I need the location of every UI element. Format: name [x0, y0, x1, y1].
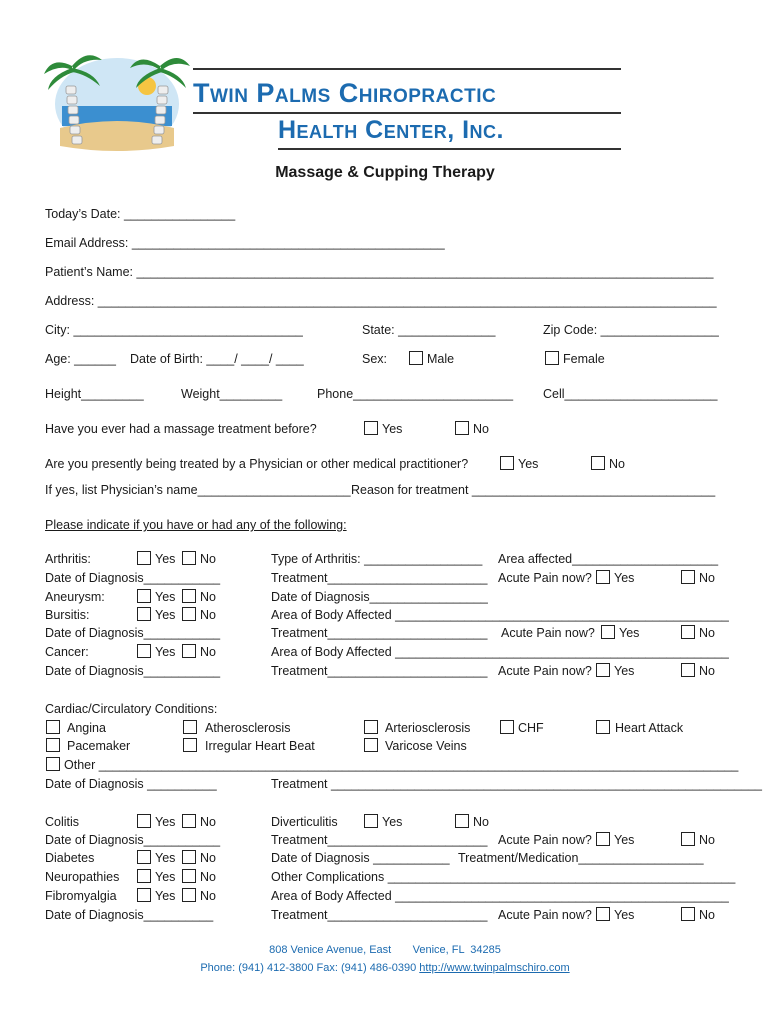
atherosclerosis-label: Atherosclerosis [205, 721, 291, 735]
acute-pain-label: Acute Pain now? [498, 908, 592, 922]
angina-checkbox[interactable] [46, 720, 60, 734]
patient-name-field[interactable]: Patient’s Name: ___________________________________________________________________________________ [45, 265, 714, 279]
acute-pain-yes-checkbox[interactable] [596, 832, 610, 846]
area-of-body-field[interactable]: Area of Body Affected ________________________________________________ [271, 645, 729, 659]
yes-label: Yes [614, 571, 635, 585]
diverticulitis-no-checkbox[interactable] [455, 814, 469, 828]
yes-label: Yes [155, 815, 176, 829]
area-of-body-field[interactable]: Area of Body Affected ________________________________________________ [271, 608, 729, 622]
fibromyalgia-label: Fibromyalgia [45, 889, 117, 903]
physician-no-checkbox[interactable] [591, 456, 605, 470]
no-label: No [200, 870, 216, 884]
male-label: Male [427, 352, 455, 366]
email-field[interactable]: Email Address: _____________________________________________ [45, 236, 445, 250]
date-of-diagnosis-field[interactable]: Date of Diagnosis___________ [45, 833, 221, 847]
arthritis-label: Arthritis: [45, 552, 91, 566]
area-of-body-field[interactable]: Area of Body Affected ________________________________________________ [271, 889, 729, 903]
chf-checkbox[interactable] [500, 720, 514, 734]
yes-label: Yes [155, 590, 176, 604]
other-checkbox[interactable] [46, 757, 60, 771]
physician-question: Are you presently being treated by a Physician or other medical practitioner? [45, 457, 469, 471]
other-field[interactable]: Other ____________________________________________________________________________________________ [64, 758, 739, 772]
address-field[interactable]: Address: _________________________________________________________________________________________ [45, 294, 717, 308]
no-label: No [200, 590, 216, 604]
footer-address: 808 Venice Avenue, East Venice, FL 34285 [269, 944, 501, 956]
acute-pain-no-checkbox[interactable] [681, 625, 695, 639]
brand-name: Twin Palms Chiropractic [193, 78, 497, 108]
female-label: Female [563, 352, 605, 366]
age-field[interactable]: Age: ______ [45, 352, 116, 366]
yes-label: Yes [619, 626, 640, 640]
dob-field[interactable]: Date of Birth: ____/ ____/ ____ [130, 352, 304, 366]
varicose-veins-checkbox[interactable] [364, 738, 378, 752]
no-label: No [200, 851, 216, 865]
brand-rule-top [193, 68, 621, 70]
brand-subtitle: Health Center, Inc. [278, 116, 504, 144]
cancer-label: Cancer: [45, 645, 89, 659]
form-title: Massage & Cupping Therapy [275, 164, 495, 181]
treatment-field[interactable]: Treatment_______________________ [271, 664, 488, 678]
acute-pain-yes-checkbox[interactable] [596, 907, 610, 921]
state-field[interactable]: State: ______________ [362, 323, 496, 337]
sex-label: Sex: [362, 352, 388, 366]
colitis-no-checkbox[interactable] [182, 814, 196, 828]
logo [42, 46, 192, 156]
acute-pain-yes-checkbox[interactable] [596, 663, 610, 677]
other-complications-field[interactable]: Other Complications __________________________________________________ [271, 870, 736, 884]
yes-label: Yes [155, 608, 176, 622]
treatment-medication-field[interactable]: Treatment/Medication__________________ [458, 851, 704, 865]
neuropathies-yes-checkbox[interactable] [137, 869, 151, 883]
colitis-label: Colitis [45, 815, 80, 829]
aneurysm-no-checkbox[interactable] [182, 589, 196, 603]
footer-phone-fax: Phone: (941) 412-3800 Fax: (941) 486-0390 [200, 962, 417, 974]
treatment-field[interactable]: Treatment ______________________________________________________________ [271, 777, 762, 791]
date-of-diagnosis-field[interactable]: Date of Diagnosis___________ [45, 664, 221, 678]
brand-rule-bottom [278, 148, 621, 150]
no-label: No [473, 815, 489, 829]
colitis-yes-checkbox[interactable] [137, 814, 151, 828]
massage-before-no-checkbox[interactable] [455, 421, 469, 435]
date-of-diagnosis-field[interactable]: Date of Diagnosis ___________ [271, 851, 450, 865]
reason-field[interactable]: Reason for treatment ___________________________________ [351, 483, 716, 497]
weight-field[interactable]: Weight_________ [181, 387, 283, 401]
treatment-field[interactable]: Treatment_______________________ [271, 908, 488, 922]
zip-field[interactable]: Zip Code: _________________ [543, 323, 719, 337]
cell-field[interactable]: Cell______________________ [543, 387, 718, 401]
date-of-diagnosis-field[interactable]: Date of Diagnosis __________ [45, 777, 217, 791]
acute-pain-label: Acute Pain now? [498, 664, 592, 678]
treatment-field[interactable]: Treatment_______________________ [271, 571, 488, 585]
footer-contact [0, 962, 770, 974]
arteriosclerosis-checkbox[interactable] [364, 720, 378, 734]
male-checkbox[interactable] [409, 351, 423, 365]
physician-yes-checkbox[interactable] [500, 456, 514, 470]
no-label: No [200, 552, 216, 566]
no-label: No [699, 664, 715, 678]
acute-pain-no-checkbox[interactable] [681, 832, 695, 846]
female-checkbox[interactable] [545, 351, 559, 365]
no-label: No [699, 833, 715, 847]
heart-attack-checkbox[interactable] [596, 720, 610, 734]
no-label: No [200, 889, 216, 903]
neuropathies-no-checkbox[interactable] [182, 869, 196, 883]
yes-label: Yes [155, 645, 176, 659]
acute-pain-label: Acute Pain now? [498, 833, 592, 847]
arthritis-no-checkbox[interactable] [182, 551, 196, 565]
no-label: No [699, 626, 715, 640]
aneurysm-yes-checkbox[interactable] [137, 589, 151, 603]
massage-before-yes-checkbox[interactable] [364, 421, 378, 435]
todays-date-field[interactable]: Today’s Date: ________________ [45, 207, 236, 221]
massage-before-question: Have you ever had a massage treatment before? [45, 422, 317, 436]
yes-label: Yes [382, 422, 403, 436]
no-label: No [200, 645, 216, 659]
bursitis-no-checkbox[interactable] [182, 607, 196, 621]
yes-label: Yes [155, 851, 176, 865]
diabetes-label: Diabetes [45, 851, 95, 865]
yes-label: Yes [614, 833, 635, 847]
yes-label: Yes [518, 457, 539, 471]
no-label: No [699, 571, 715, 585]
no-label: No [609, 457, 625, 471]
treatment-field[interactable]: Treatment_______________________ [271, 626, 488, 640]
fibromyalgia-yes-checkbox[interactable] [137, 888, 151, 902]
yes-label: Yes [155, 870, 176, 884]
heart-attack-label: Heart Attack [615, 721, 684, 735]
diabetes-no-checkbox[interactable] [182, 850, 196, 864]
bursitis-yes-checkbox[interactable] [137, 607, 151, 621]
physician-name-field[interactable]: If yes, list Physician’s name______________________ [45, 483, 351, 497]
no-label: No [200, 815, 216, 829]
neuropathies-label: Neuropathies [45, 870, 120, 884]
city-field[interactable]: City: _________________________________ [45, 323, 303, 337]
type-arthritis-field[interactable]: Type of Arthritis: _________________ [271, 552, 483, 566]
phone-field[interactable]: Phone_______________________ [317, 387, 514, 401]
varicose-veins-label: Varicose Veins [385, 739, 467, 753]
acute-pain-no-checkbox[interactable] [681, 663, 695, 677]
date-of-diagnosis-field[interactable]: Date of Diagnosis_________________ [271, 590, 488, 604]
acute-pain-yes-checkbox[interactable] [596, 570, 610, 584]
date-of-diagnosis-field[interactable]: Date of Diagnosis___________ [45, 571, 221, 585]
pacemaker-label: Pacemaker [67, 739, 131, 753]
diverticulitis-label: Diverticulitis [271, 815, 338, 829]
atherosclerosis-checkbox[interactable] [183, 720, 197, 734]
website-link[interactable]: http://www.twinpalmschiro.com [419, 962, 570, 974]
yes-label: Yes [155, 552, 176, 566]
cancer-yes-checkbox[interactable] [137, 644, 151, 658]
yes-label: Yes [382, 815, 403, 829]
yes-label: Yes [155, 889, 176, 903]
diverticulitis-yes-checkbox[interactable] [364, 814, 378, 828]
arteriosclerosis-label: Arteriosclerosis [385, 721, 471, 735]
angina-label: Angina [67, 721, 106, 735]
date-of-diagnosis-field[interactable]: Date of Diagnosis___________ [45, 626, 221, 640]
treatment-field[interactable]: Treatment_______________________ [271, 833, 488, 847]
date-of-diagnosis-field[interactable]: Date of Diagnosis__________ [45, 908, 214, 922]
acute-pain-label: Acute Pain now? [501, 626, 595, 640]
irregular-heartbeat-label: Irregular Heart Beat [205, 739, 315, 753]
acute-pain-label: Acute Pain now? [498, 571, 592, 585]
yes-label: Yes [614, 908, 635, 922]
cardiac-heading: Cardiac/Circulatory Conditions: [45, 702, 218, 716]
no-label: No [200, 608, 216, 622]
chf-label: CHF [518, 721, 544, 735]
fibromyalgia-no-checkbox[interactable] [182, 888, 196, 902]
yes-label: Yes [614, 664, 635, 678]
acute-pain-no-checkbox[interactable] [681, 570, 695, 584]
irregular-heartbeat-checkbox[interactable] [183, 738, 197, 752]
height-field[interactable]: Height_________ [45, 387, 144, 401]
acute-pain-no-checkbox[interactable] [681, 907, 695, 921]
no-label: No [699, 908, 715, 922]
acute-pain-yes-checkbox[interactable] [601, 625, 615, 639]
pacemaker-checkbox[interactable] [46, 738, 60, 752]
arthritis-yes-checkbox[interactable] [137, 551, 151, 565]
no-label: No [473, 422, 489, 436]
cancer-no-checkbox[interactable] [182, 644, 196, 658]
diabetes-yes-checkbox[interactable] [137, 850, 151, 864]
conditions-heading: Please indicate if you have or had any of the following: [45, 518, 347, 532]
bursitis-label: Bursitis: [45, 608, 90, 622]
area-affected-field[interactable]: Area affected_____________________ [498, 552, 719, 566]
brand-rule-mid [193, 112, 621, 114]
aneurysm-label: Aneurysm: [45, 590, 105, 604]
